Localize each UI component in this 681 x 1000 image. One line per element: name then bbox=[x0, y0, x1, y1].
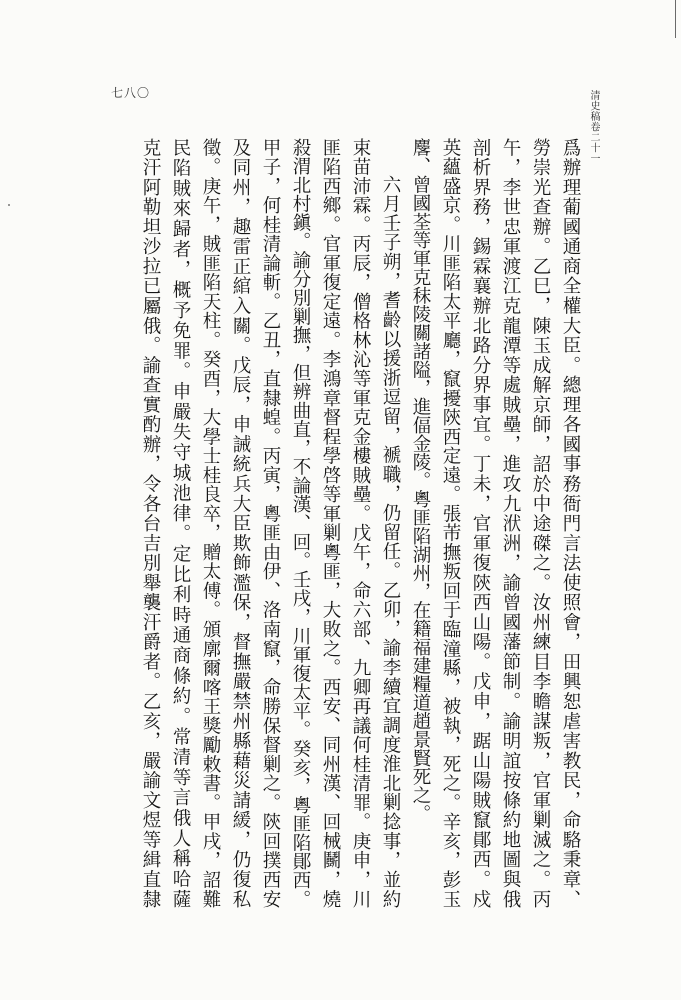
text-column: 束苗沛霖。丙辰，僧格林沁等軍克金樓賊壘。戊午，命六部、九卿再議何桂清罪。庚申，川 bbox=[350, 138, 371, 908]
text-column: 徵。庚午，賊匪陷天柱。癸酉，大學士桂良卒，贈太傅。頒廓爾喀王獎勵敕書。甲戌，詔難 bbox=[200, 138, 221, 908]
text-column-paragraph-end: 麐、曾國荃等軍克秣陵關諸隘，進偪金陵。粵匪陷湖州，在籍福建糧道趙景賢死之。 bbox=[410, 138, 431, 823]
text-column-paragraph-start: 六月壬子朔，耆齡以援浙逗留，褫職，仍留任。乙卯，諭李續宜調度淮北剿捻事，並約 bbox=[380, 175, 401, 908]
text-column: 殺渭北村鎭。諭分別剿撫，但辨曲直，不論漢、回。壬戌，川軍復太平。癸亥，粵匪陷鄖西。 bbox=[290, 138, 311, 908]
text-column: 午，李世忠軍渡江克龍潭等處賊壘，進攻九洑洲，諭曾國藩節制。諭明誼按條約地圖與俄 bbox=[500, 138, 521, 908]
text-column: 克汗阿勒坦沙拉已屬俄。諭查實酌辦，令各台吉別舉襲汗爵者。乙亥，嚴諭文煜等緝直隸 bbox=[140, 138, 161, 908]
text-column: 及同州，趣雷正綰入關。戊辰，申誡統兵大臣欺飾濫保，督撫嚴禁州縣藉災請緩，仍復私 bbox=[230, 138, 251, 908]
text-column: 爲辦理葡國通商全權大臣。總理各國事務衙門言法使照會，田興恕虐害教民，命駱秉章、 bbox=[560, 138, 581, 908]
text-column: 英蘊盛京。川匪陷太平廳，竄擾陝西定遠。張芾撫叛回于臨潼縣，被執，死之。辛亥，彭玉 bbox=[440, 138, 461, 908]
text-column: 勞崇光查辦。乙巳，陳玉成解京師，詔於中途磔之。汝州練目李瞻謀叛，官軍剿滅之。丙 bbox=[530, 138, 551, 908]
vertical-text-block bbox=[135, 138, 585, 908]
scan-edge-line bbox=[675, 0, 676, 38]
text-column: 民陷賊來歸者，概予免罪。申嚴失守城池律。定比利時通商條約。常清等言俄人稱哈薩 bbox=[170, 138, 191, 908]
text-column: 甲子，何桂清論斬。乙丑，直隸蝗。丙寅，粵匪由伊、洛南竄，命勝保督剿之。陝回撲西安 bbox=[260, 138, 281, 908]
scan-speck bbox=[8, 204, 10, 206]
text-column: 剖析界務，錫霖襄辦北路分界事宜。丁未，官軍復陝西山陽。戊申，踞山陽賊竄鄖西。戍 bbox=[470, 138, 491, 908]
page-number: 七八〇 bbox=[111, 86, 151, 100]
text-column: 匪陷西鄉。官軍復定遠。李鴻章督程學啓等軍剿粵匪，大敗之。西安、同州漢、回械鬭，燒 bbox=[320, 138, 341, 908]
running-head-title: 清史稿卷二十一 bbox=[588, 90, 599, 164]
